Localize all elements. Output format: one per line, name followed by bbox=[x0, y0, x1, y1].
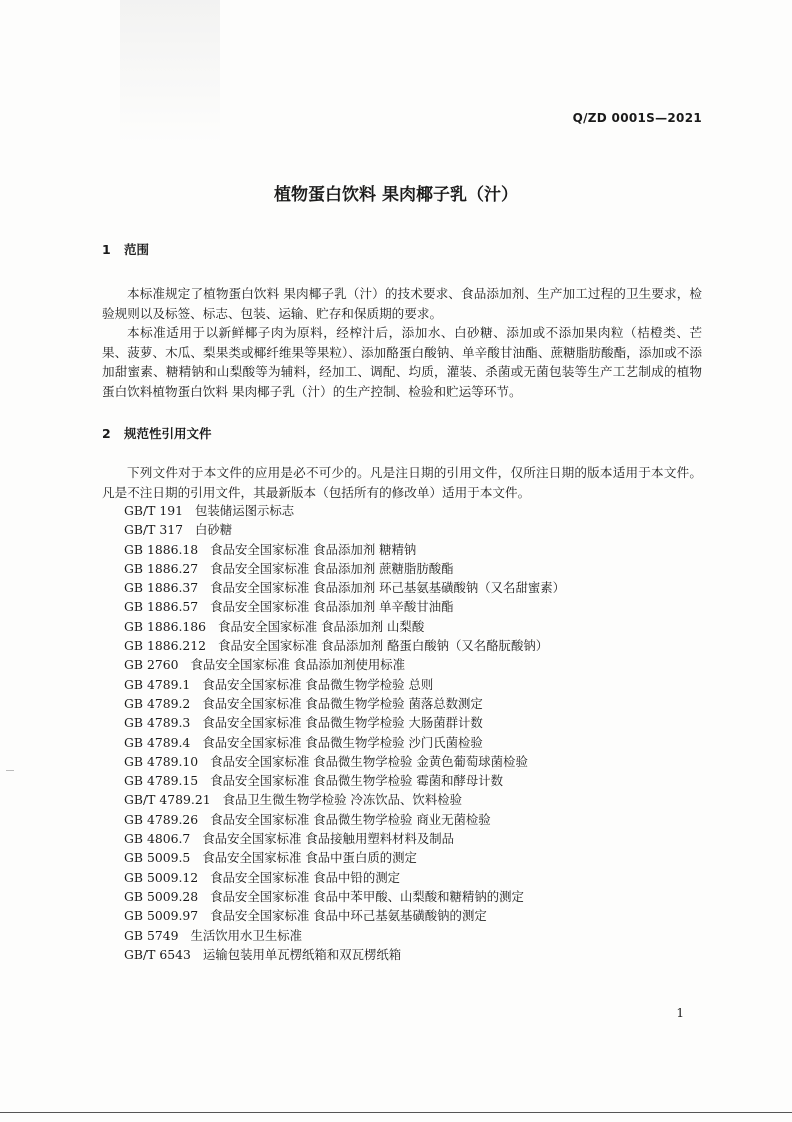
reference-title: 食品安全国家标准 食品添加剂 酪蛋白酸钠（又名酪朊酸钠） bbox=[218, 638, 549, 654]
reference-item bbox=[124, 520, 704, 539]
reference-item bbox=[124, 906, 704, 925]
scan-shadow bbox=[120, 0, 220, 145]
scope-paragraph-1: 本标准规定了植物蛋白饮料 果肉椰子乳（汁）的技术要求、食品添加剂、生产加工过程的卫生要求，检验规则以及标签、标志、包装、运输、贮存和保质期的要求。 bbox=[102, 286, 702, 321]
section-1-heading bbox=[102, 240, 149, 258]
reference-title: 食品安全国家标准 食品中环己基氨基磺酸钠的测定 bbox=[210, 908, 487, 924]
reference-item bbox=[124, 848, 704, 867]
reference-item bbox=[124, 675, 704, 694]
reference-item bbox=[124, 655, 704, 674]
reference-code: GB 4789.10 bbox=[124, 753, 199, 769]
reference-code: GB 2760 bbox=[124, 657, 179, 673]
reference-item bbox=[124, 810, 704, 829]
reference-item bbox=[124, 540, 704, 559]
margin-mark bbox=[6, 770, 14, 771]
reference-code: GB 5009.5 bbox=[124, 850, 191, 866]
reference-item bbox=[124, 636, 704, 655]
reference-code: GB 5009.12 bbox=[124, 869, 199, 885]
reference-title: 白砂糖 bbox=[195, 522, 233, 538]
reference-title: 食品安全国家标准 食品添加剂 环己基氨基磺酸钠（又名甜蜜素） bbox=[210, 580, 566, 596]
reference-title: 食品安全国家标准 食品添加剂 糖精钠 bbox=[210, 541, 417, 557]
reference-code: GB 1886.186 bbox=[124, 618, 207, 634]
reference-title: 食品安全国家标准 食品微生物学检验 霉菌和酵母计数 bbox=[210, 773, 504, 789]
reference-title: 食品安全国家标准 食品中苯甲酸、山梨酸和糖精钠的测定 bbox=[210, 888, 524, 904]
reference-item bbox=[124, 887, 704, 906]
reference-code: GB 4806.7 bbox=[124, 831, 191, 847]
reference-code: GB 4789.26 bbox=[124, 811, 199, 827]
reference-item bbox=[124, 945, 704, 964]
reference-code: GB 1886.37 bbox=[124, 580, 199, 596]
reference-code: GB 1886.27 bbox=[124, 560, 199, 576]
section-number: 2 bbox=[102, 426, 111, 441]
reference-title: 包装储运图示标志 bbox=[195, 503, 295, 518]
reference-title: 食品安全国家标准 食品微生物学检验 金黄色葡萄球菌检验 bbox=[210, 753, 528, 769]
reference-title: 食品安全国家标准 食品中铅的测定 bbox=[210, 869, 400, 885]
reference-code: GB/T 4789.21 bbox=[124, 792, 211, 808]
section-title: 规范性引用文件 bbox=[124, 426, 212, 441]
reference-code: GB 5749 bbox=[124, 927, 179, 943]
reference-title: 食品安全国家标准 食品添加剂 山梨酸 bbox=[218, 618, 425, 634]
reference-item bbox=[124, 501, 704, 520]
reference-code: GB 1886.57 bbox=[124, 599, 199, 615]
reference-item bbox=[124, 829, 704, 848]
reference-item bbox=[124, 771, 704, 790]
reference-title: 食品安全国家标准 食品添加剂 蔗糖脂肪酸酯 bbox=[210, 560, 454, 576]
reference-code: GB 1886.18 bbox=[124, 541, 199, 557]
section-2-heading bbox=[102, 424, 212, 442]
reference-item bbox=[124, 752, 704, 771]
reference-title: 食品安全国家标准 食品微生物学检验 总则 bbox=[202, 676, 434, 692]
references-intro-paragraph: 下列文件对于本文件的应用是必不可少的。凡是注日期的引用文件，仅所注日期的版本适用于本文件。凡是不注日期的引用文件，其最新版本（包括所有的修改单）适用于本文件。 bbox=[102, 465, 702, 500]
reference-code: GB 4789.2 bbox=[124, 695, 191, 711]
bottom-edge-rule bbox=[0, 1112, 792, 1113]
reference-item bbox=[124, 926, 704, 945]
reference-item bbox=[124, 597, 704, 616]
reference-title: 食品卫生微生物学检验 冷冻饮品、饮料检验 bbox=[222, 792, 462, 808]
reference-title: 食品安全国家标准 食品微生物学检验 沙门氏菌检验 bbox=[202, 734, 483, 750]
reference-code: GB/T 191 bbox=[124, 503, 184, 518]
scope-paragraph-2: 本标准适用于以新鲜椰子肉为原料，经榨汁后，添加水、白砂糖、添加或不添加果肉粒（桔橙类、芒果、菠萝、木瓜、梨果类或椰纤维果等果粒）、添加酪蛋白酸钠、单辛酸甘油酯、蔗糖脂肪酸酯，添加或不添加甜蜜素、糖精钠和山梨酸等为辅料，经加工、调配、均质，灌装、杀菌或无菌包装等生产工艺制成的植物蛋白饮料植物蛋白饮料 果肉椰子乳（汁）的生产控制、检验和贮运等环节。 bbox=[102, 325, 702, 399]
reference-code: GB 5009.97 bbox=[124, 908, 199, 924]
section-title: 范围 bbox=[124, 242, 150, 257]
reference-item bbox=[124, 694, 704, 713]
reference-title: 食品安全国家标准 食品接触用塑料材料及制品 bbox=[202, 831, 455, 847]
reference-code: GB/T 6543 bbox=[124, 946, 191, 962]
reference-title: 食品安全国家标准 食品添加剂使用标准 bbox=[190, 657, 406, 673]
reference-title: 食品安全国家标准 食品微生物学检验 菌落总数测定 bbox=[202, 695, 483, 711]
reference-title: 食品安全国家标准 食品添加剂 单辛酸甘油酯 bbox=[210, 599, 454, 615]
reference-code: GB/T 317 bbox=[124, 522, 184, 538]
reference-item bbox=[124, 790, 704, 809]
reference-code: GB 4789.1 bbox=[124, 676, 191, 692]
reference-item bbox=[124, 868, 704, 887]
reference-item bbox=[124, 713, 704, 732]
reference-code: GB 5009.28 bbox=[124, 888, 199, 904]
reference-list bbox=[124, 501, 704, 964]
standard-code: Q/ZD 0001S—2021 bbox=[572, 111, 702, 125]
reference-item bbox=[124, 733, 704, 752]
reference-code: GB 4789.4 bbox=[124, 734, 191, 750]
reference-title: 生活饮用水卫生标准 bbox=[190, 927, 302, 943]
reference-item bbox=[124, 578, 704, 597]
section-number: 1 bbox=[102, 242, 111, 257]
reference-title: 运输包装用单瓦楞纸箱和双瓦楞纸箱 bbox=[202, 946, 402, 962]
reference-code: GB 1886.212 bbox=[124, 638, 207, 654]
reference-title: 食品安全国家标准 食品微生物学检验 大肠菌群计数 bbox=[202, 715, 483, 731]
reference-code: GB 4789.15 bbox=[124, 773, 199, 789]
reference-title: 食品安全国家标准 食品微生物学检验 商业无菌检验 bbox=[210, 811, 491, 827]
reference-item bbox=[124, 617, 704, 636]
reference-title: 食品安全国家标准 食品中蛋白质的测定 bbox=[202, 850, 417, 866]
reference-code: GB 4789.3 bbox=[124, 715, 191, 731]
page-number: 1 bbox=[676, 1006, 684, 1020]
page-title: 植物蛋白饮料 果肉椰子乳（汁） bbox=[274, 185, 518, 205]
reference-item bbox=[124, 559, 704, 578]
